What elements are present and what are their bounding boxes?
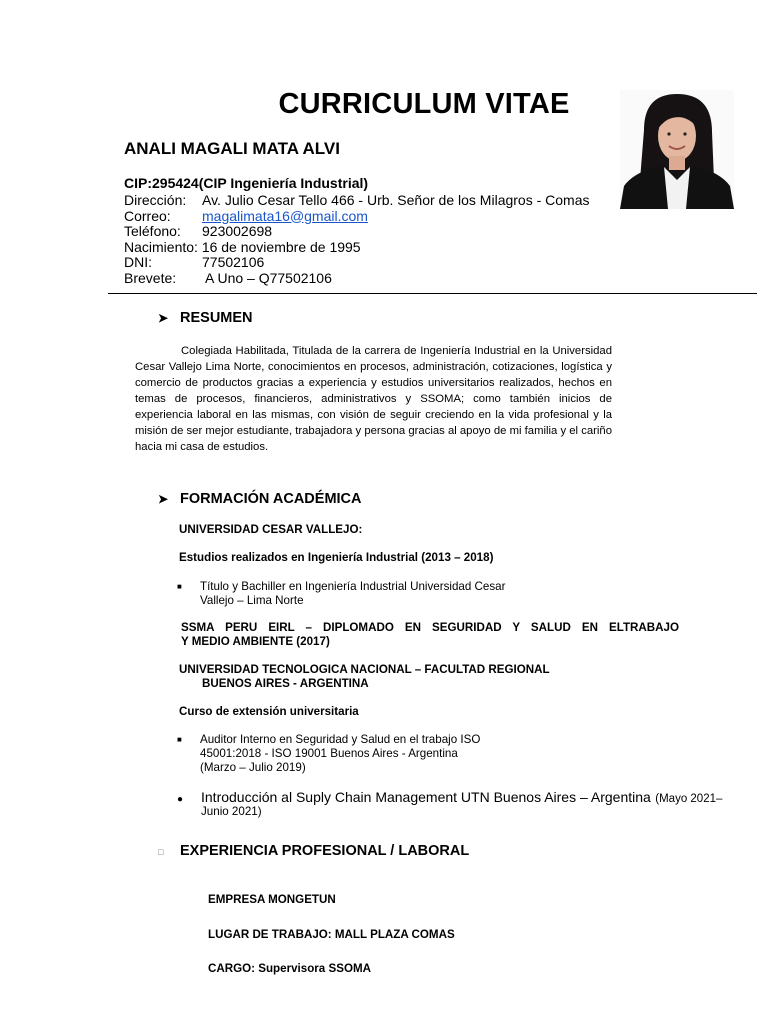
section-heading-experiencia [158,843,469,859]
round-bullet-icon: ● [177,794,184,805]
contact-dni [124,255,590,271]
section-heading-resumen [158,310,253,326]
ssma-diploma-cont: Y MEDIO AMBIENTE (2017) [181,635,330,648]
list-item-dates: (Mayo 2021– [655,793,723,805]
list-item [177,580,505,608]
contact-value: 923002698 [202,223,273,239]
contact-value: Av. Julio Cesar Tello 466 - Urb. Señor de los Milagros - Comas [202,192,590,208]
arrow-bullet-icon: ➤ [158,311,169,325]
extension-course: Curso de extensión universitaria [179,705,359,718]
work-location: LUGAR DE TRABAJO: MALL PLAZA COMAS [208,928,455,941]
job-title: CARGO: Supervisora SSOMA [208,962,371,975]
list-item [177,733,480,775]
contact-label: Brevete: [124,269,177,286]
list-item-text: (Marzo – Julio 2019) [200,761,306,774]
contact-birth [124,240,590,256]
section-heading-label: FORMACIÓN ACADÉMICA [180,491,362,507]
institution-utn: UNIVERSIDAD TECNOLOGICA NACIONAL – FACULTAD REGIONAL [179,663,550,676]
cip-line: CIP:295424(CIP Ingeniería Industrial) [124,175,369,191]
arrow-bullet-icon: ➤ [158,492,169,506]
profile-photo [620,90,734,209]
contact-value: 77502106 [202,254,265,270]
section-heading-label: EXPERIENCIA PROFESIONAL / LABORAL [180,843,470,859]
square-bullet-icon: ■ [177,735,182,744]
institution-ucv: UNIVERSIDAD CESAR VALLEJO: [179,523,363,536]
box-bullet-icon: □ [158,847,164,857]
ucv-studies: Estudios realizados en Ingeniería Industrial (2013 – 2018) [179,551,494,564]
contact-label: Correo: [124,207,171,224]
contact-block [124,193,590,286]
square-bullet-icon: ■ [177,582,182,591]
contact-value: 16 de noviembre de 1995 [201,238,361,255]
section-heading-formacion [158,491,362,507]
list-item-text: Título y Bachiller en Ingeniería Industrial Universidad Cesar [200,580,506,593]
contact-license [124,271,590,287]
employer: EMPRESA MONGETUN [208,893,336,906]
contact-value: A Uno – Q77502106 [205,269,332,286]
institution-utn-cont: BUENOS AIRES - ARGENTINA [202,677,369,690]
list-item-dates-cont: Junio 2021) [201,805,262,818]
list-item-text: Introducción al Suply Chain Management UTN Buenos Aires – Argentina [201,789,651,805]
contact-label: DNI: [124,254,152,270]
header-divider [108,293,757,294]
contact-label: Teléfono: [124,223,181,239]
ssma-diploma: SSMA PERU EIRL – DIPLOMADO EN SEGURIDAD Y SALUD EN ELTRABAJO [181,621,679,634]
email-link[interactable]: magalimata16@gmail.com [202,207,368,224]
contact-email [124,209,590,225]
contact-label: Nacimiento: [124,238,198,255]
summary-paragraph: Colegiada Habilitada, Titulada de la carrera de Ingeniería Industrial en la Universidad Cesar Vallejo Lima Norte, conocimientos en procesos, administración, cotizaciones, logística y comercio de productos gracias a experiencia y estudios universitarios realizados, hechos en temas de procesos, financieros, administrativos y SSOMA; como también inicios de experiencia laboral en las mismas, con visión de seguir creciendo en la vida profesional y la misión de ser mejor estudiante, trabajadora y persona gracias al apoyo de mi familia y el cariño hacia mi casa de estudios. [135,345,612,453]
list-item-text: Vallejo – Lima Norte [200,594,304,607]
list-item-text: Auditor Interno en Seguridad y Salud en el trabajo ISO [200,733,481,746]
list-item-text: 45001:2018 - ISO 19001 Buenos Aires - Argentina [200,747,458,760]
contact-label: Dirección: [124,192,187,208]
contact-phone [124,224,590,240]
contact-address [124,193,590,209]
document-title: CURRICULUM VITAE [278,88,570,120]
section-heading-label: RESUMEN [180,310,253,326]
candidate-name: ANALI MAGALI MATA ALVI [124,139,340,158]
